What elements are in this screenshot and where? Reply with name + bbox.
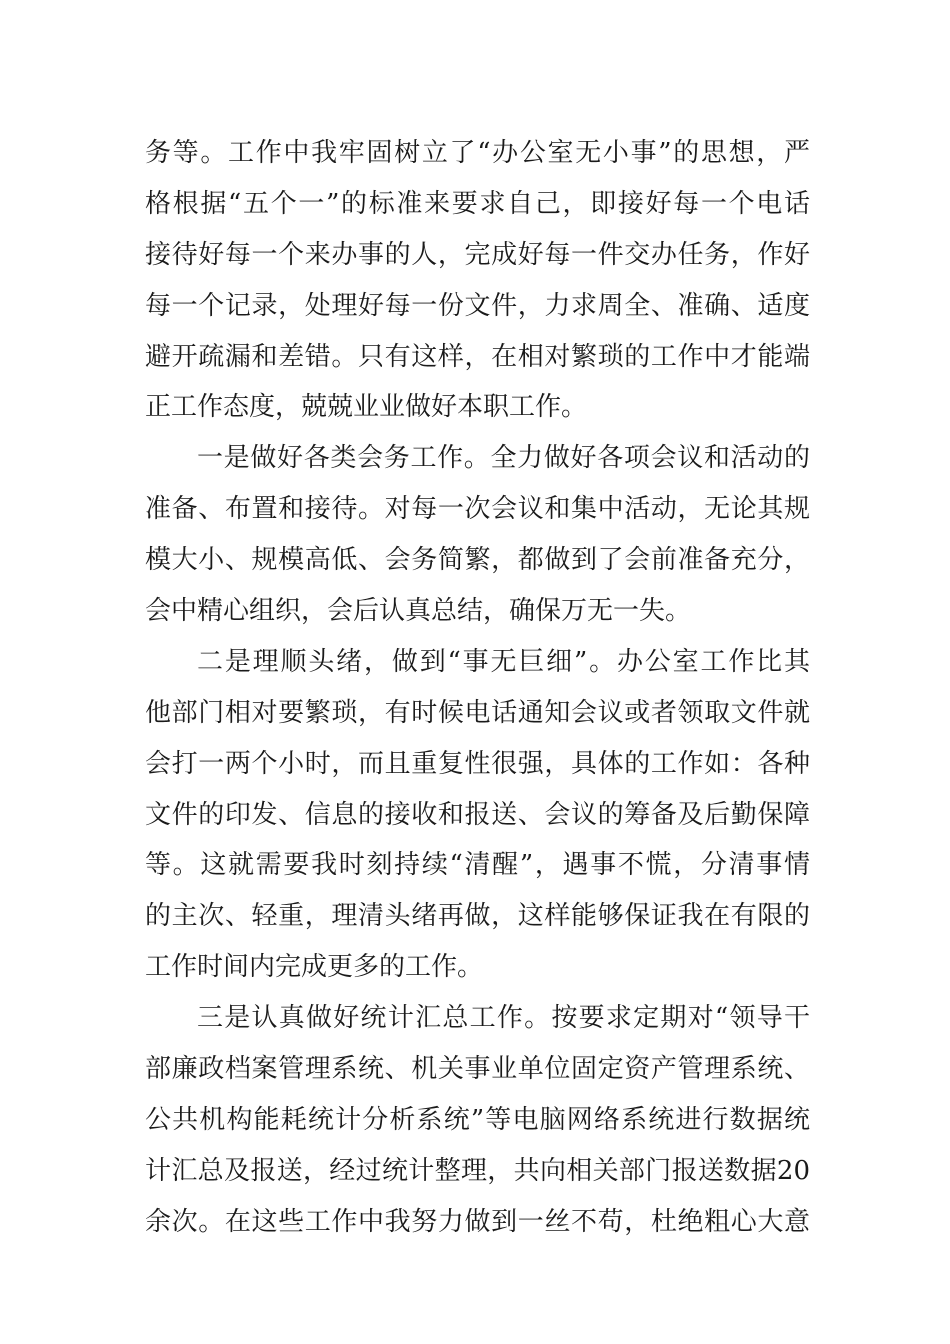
text-line: 文件的印发、信息的接收和报送、会议的筹备及后勤保障 [145, 799, 810, 830]
text-line: 工作时间内完成更多的工作。 [145, 952, 484, 983]
text-line: 三是认真做好统计汇总工作。按要求定期对“领导干 [197, 1003, 810, 1034]
text-line: 接待好每一个来办事的人，完成好每一件交办任务，作好 [145, 239, 810, 270]
text-line: 每一个记录，处理好每一份文件，力求周全、准确、适度 [145, 290, 810, 321]
text-line: 等。这就需要我时刻持续“清醒”，遇事不慌，分清事情 [145, 850, 810, 881]
text-line: 的主次、轻重，理清头绪再做，这样能够保证我在有限的 [145, 901, 810, 932]
text-line: 二是理顺头绪，做到“事无巨细”。办公室工作比其 [197, 646, 810, 677]
text-line: 模大小、规模高低、会务简繁，都做到了会前准备充分， [145, 545, 810, 576]
text-line: 余次。在这些工作中我努力做到一丝不苟，杜绝粗心大意 [145, 1206, 810, 1237]
text-line: 格根据“五个一”的标准来要求自己，即接好每一个电话 [145, 188, 810, 219]
text-line: 部廉政档案管理系统、机关事业单位固定资产管理系统、 [145, 1054, 810, 1085]
body-text [145, 128, 810, 1248]
text-line: 避开疏漏和差错。只有这样，在相对繁琐的工作中才能端 [145, 341, 810, 372]
text-line: 会中精心组织，会后认真总结，确保万无一失。 [145, 596, 692, 627]
text-line: 他部门相对要繁琐，有时候电话通知会议或者领取文件就 [145, 697, 810, 728]
text-line: 公共机构能耗统计分析系统”等电脑网络系统进行数据统 [145, 1104, 810, 1135]
text-line: 计汇总及报送，经过统计整理，共向相关部门报送数据20 [145, 1155, 810, 1186]
text-line: 会打一两个小时，而且重复性很强，具体的工作如：各种 [145, 748, 810, 779]
text-line: 务等。工作中我牢固树立了“办公室无小事”的思想，严 [145, 138, 810, 168]
text-line: 一是做好各类会务工作。全力做好各项会议和活动的 [197, 443, 810, 474]
text-line: 正工作态度，兢兢业业做好本职工作。 [145, 392, 588, 423]
text-line: 准备、布置和接待。对每一次会议和集中活动，无论其规 [145, 494, 810, 525]
